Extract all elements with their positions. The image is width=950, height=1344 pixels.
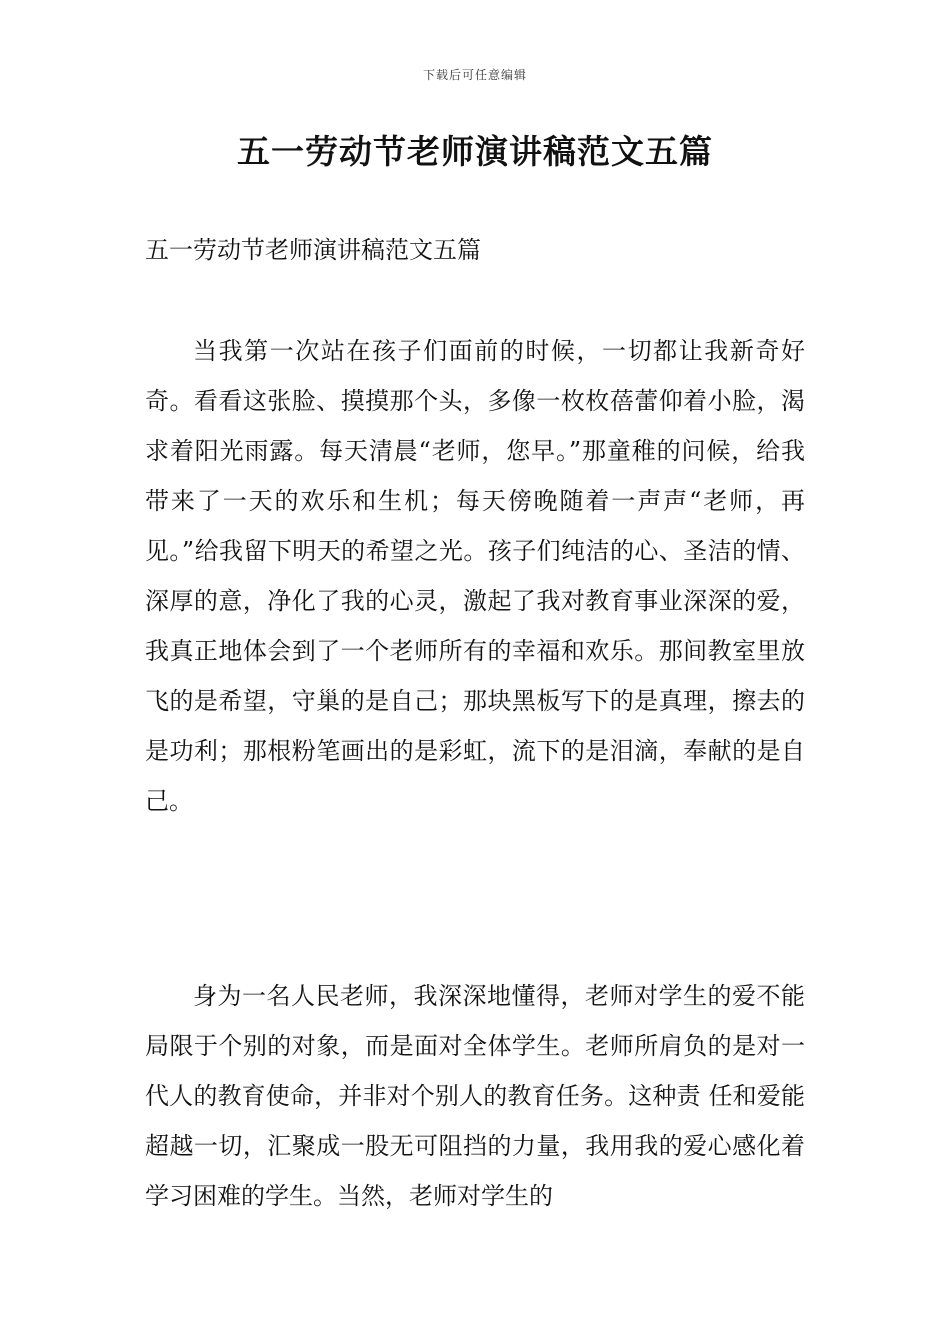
document-title: 五一劳动节老师演讲稿范文五篇 — [237, 132, 713, 171]
document-subtitle: 五一劳动节老师演讲稿范文五篇 — [145, 236, 481, 264]
body-paragraph-2: 身为一名人民老师，我深深地懂得，老师对学生的爱不能局限于个别的对象，而是面对全体学生。老师所肩负的是对一代人的教育使命，并非对个别人的教育任务。这种责 任和爱能超越一切，汇聚成一股无可阻挡的力量，我用我的爱心感化着学习困难的学生。当然，老师对学生的 — [145, 982, 805, 1210]
body-paragraph-1: 当我第一次站在孩子们面前的时候，一切都让我新奇好奇。看看这张脸、摸摸那个头，多像一枚枚蓓蕾仰着小脸，渴求着阳光雨露。每天清晨“老师，您早。”那童稚的问候，给我带来了一天的欢乐和生机；每天傍晚随着一声声“老师，再见。”给我留下明天的希望之光。孩子们纯洁的心、圣洁的情、深厚的意，净化了我的心灵，激起了我对教育事业深深的爱，我真正地体会到了一个老师所有的幸福和欢乐。那间教室里放飞的是希望，守巢的是自己；那块黑板写下的是真理，擦去的是功利；那根粉笔画出的是彩虹，流下的是泪滴，奉献的是自己。 — [145, 337, 805, 815]
header-note: 下载后可任意编辑 — [422, 68, 527, 82]
